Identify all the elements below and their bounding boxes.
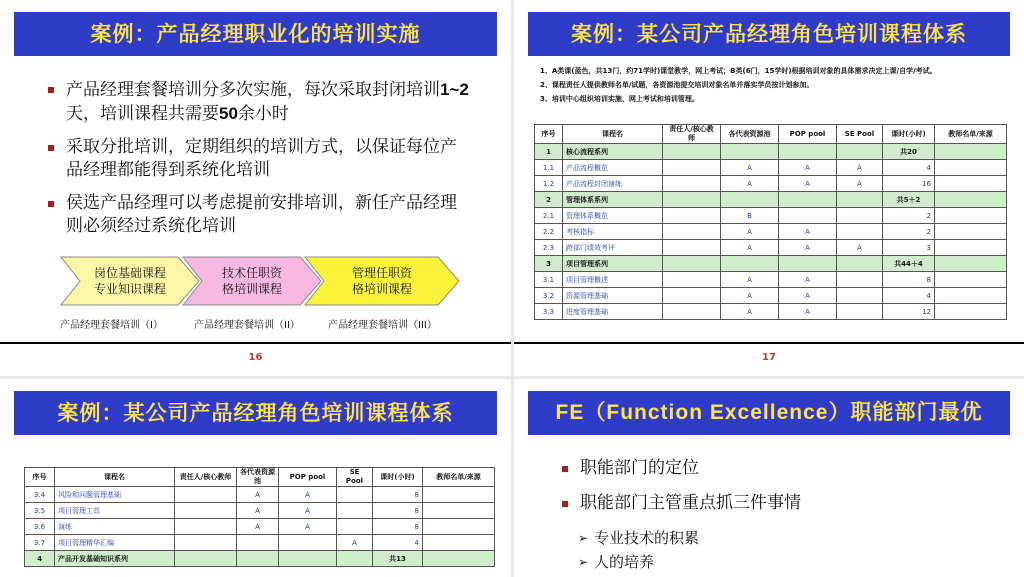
table-cell-owner [663,192,721,208]
table-cell-no: 3.3 [535,304,563,320]
table-cell-pop: A [279,519,337,535]
bullet-1 [50,78,470,126]
table-cell-no: 3.6 [25,519,55,535]
table-cell-se [337,503,373,519]
table-cell-hours: 共44＋4 [883,256,935,272]
table-cell-owner [175,487,237,503]
course-table-18 [24,467,495,567]
fe-subitem-2: ➢ 人的培养 [564,551,984,573]
chevron-2-line2: 格培训课程 [221,282,282,296]
chevron-1-label [60,265,200,297]
table-cell-no: 3.2 [535,288,563,304]
table-cell-src [935,240,1007,256]
table-cell-name: 项目管理工具 [55,503,175,519]
chevron-1-line1: 岗位基础课程 [93,266,166,280]
table-cell-src [935,288,1007,304]
table-cell-owner [663,208,721,224]
table-cell-owner [175,551,237,567]
table-cell-src [935,304,1007,320]
table-cell-owner [663,256,721,272]
table-cell-name: 进度管理基础 [563,304,663,320]
table-cell-name: 管理体系系列 [563,192,663,208]
table-cell-name: 项目管理系列 [563,256,663,272]
note-1: 1、A类课(蓝色，共13门，约71学时)课堂教学，网上考试；B类(6门，15学时)根据培训对象的具体需求决定上课/自学/考试。 [540,67,937,75]
table-cell-hours: 12 [883,304,935,320]
col-header-7: 教师名单/来源 [423,468,495,487]
table-cell-se [837,304,883,320]
table-cell-no: 1.1 [535,160,563,176]
table-cell-pop [779,256,837,272]
slide-16-divider [0,342,511,344]
table-cell-se [337,519,373,535]
table-cell-se: A [837,176,883,192]
table-cell-pop: A [279,487,337,503]
table-cell-no: 3.1 [535,272,563,288]
table-cell-pop: A [279,503,337,519]
table-cell-hours: 4 [883,288,935,304]
bullet-1-text-c: 余小时 [237,104,289,124]
table-cell-pop [779,144,837,160]
table-cell-src [935,272,1007,288]
table-cell-pop: A [779,160,837,176]
course-table-17 [534,124,1007,320]
slide-17-notes [540,66,1010,108]
table-cell-res: A [721,240,779,256]
slide-16-title: 案例：产品经理职业化的培训实施 [14,12,497,56]
table-cell-no: 2.3 [535,240,563,256]
table-cell-res [237,535,279,551]
table-cell-src [423,487,495,503]
table-cell-hours: 8 [373,487,423,503]
slide-17-title: 案例：某公司产品经理角色培训课程体系 [528,12,1010,56]
table-cell-res: A [721,304,779,320]
table-cell-name: 项目管理概述 [563,272,663,288]
slide-19[interactable] [514,379,1024,577]
table-cell-no: 3.5 [25,503,55,519]
table-cell-owner [663,240,721,256]
table-cell-no: 3.4 [25,487,55,503]
col-header-1: 课程名 [55,468,175,487]
page-number-16: 16 [248,352,263,363]
table-cell-hours: 共13 [373,551,423,567]
slide-16[interactable] [0,0,511,376]
table-cell-src [935,160,1007,176]
col-header-4: POP pool [279,468,337,487]
table-cell-pop [779,192,837,208]
table-cell-no: 3.7 [25,535,55,551]
table-cell-src [935,192,1007,208]
table-cell-no: 2.2 [535,224,563,240]
table-cell-no: 2 [535,192,563,208]
table-cell-pop: A [779,240,837,256]
table-cell-res [721,144,779,160]
table-cell-res: A [721,160,779,176]
table-cell-owner [663,160,721,176]
table-cell-se: A [337,535,373,551]
chevron-3-line2: 格培训课程 [351,282,412,296]
table-row [535,256,1007,272]
table-cell-hours: 2 [883,224,935,240]
slide-18-title: 案例：某公司产品经理角色培训课程体系 [14,391,497,435]
table-cell-src [423,519,495,535]
table-cell-hours: 16 [883,176,935,192]
table-row [535,144,1007,160]
chevron-3-line1: 管理任职资 [351,266,412,280]
course-table-17-body [535,144,1007,320]
col-header-4: POP pool [779,125,837,144]
table-row [535,288,1007,304]
table-cell-se [837,256,883,272]
table-cell-name: 管理体系概览 [563,208,663,224]
table-cell-owner [663,144,721,160]
table-row [535,240,1007,256]
slide-17-divider [514,342,1024,344]
course-table-18-body [25,487,495,567]
table-cell-owner [663,176,721,192]
table-cell-name: 产品开发基础知识系列 [55,551,175,567]
col-header-1: 课程名 [563,125,663,144]
table-cell-pop: A [779,224,837,240]
table-cell-se [837,192,883,208]
table-cell-hours: 3 [883,240,935,256]
chevron-1-line2: 专业知识课程 [93,282,166,296]
package-label-1: 产品经理套餐培训（I） [60,320,163,331]
bullet-1-text-a: 产品经理套餐培训分多次实施，每次采取封闭培训 [66,80,440,100]
table-cell-res: B [721,208,779,224]
table-cell-hours: 8 [883,272,935,288]
table-cell-name: 核心流程系列 [563,144,663,160]
table-cell-res [237,551,279,567]
chevron-2 [182,256,322,306]
table-cell-no: 3 [535,256,563,272]
table-cell-hours: 4 [373,535,423,551]
table-cell-hours: 2 [883,208,935,224]
table-cell-se [837,208,883,224]
table-cell-se: A [837,160,883,176]
col-header-6: 课时(小时) [373,468,423,487]
fe-subitem-1: ➢ 专业技术的积累 [564,527,984,549]
table-cell-src [423,503,495,519]
table-cell-owner [175,535,237,551]
table-cell-hours: 4 [883,160,935,176]
table-cell-no: 1.2 [535,176,563,192]
col-header-2: 责任人/核心教师 [175,468,237,487]
col-header-3: 各代表资源池 [721,125,779,144]
col-header-0: 序号 [25,468,55,487]
table-cell-se [337,551,373,567]
fe-list [564,457,984,575]
table-cell-res: A [237,519,279,535]
chevron-2-label [182,265,322,297]
table-cell-se [837,224,883,240]
table-row [535,160,1007,176]
table-cell-pop: A [779,272,837,288]
table-row [25,535,495,551]
col-header-5: SE Pool [337,468,373,487]
table-cell-pop [279,535,337,551]
table-row [535,208,1007,224]
chevron-3-label [304,265,460,297]
table-cell-no: 1 [535,144,563,160]
table-cell-pop: A [779,176,837,192]
table-row [25,487,495,503]
bullet-1-text-b: 天，培训课程共需要 [66,104,219,124]
table-cell-se [837,288,883,304]
table-row [535,304,1007,320]
table-cell-src [423,535,495,551]
table-cell-name: 演练 [55,519,175,535]
slide-19-title: FE（Function Excellence）职能部门最优 [528,391,1010,435]
table-row [25,519,495,535]
table-cell-owner [663,288,721,304]
table-cell-name: 产品流程概览 [563,160,663,176]
table-cell-hours: 8 [373,519,423,535]
table-row [25,551,495,567]
table-cell-hours: 共5＋2 [883,192,935,208]
col-header-2: 责任人/核心教师 [663,125,721,144]
table-cell-name: 跨部门绩效考评 [563,240,663,256]
table-cell-name: 风险和问题管理基础 [55,487,175,503]
table-cell-no: 2.1 [535,208,563,224]
package-label-2: 产品经理套餐培训（II） [194,320,300,331]
table-cell-name: 资源管理基础 [563,288,663,304]
table-cell-pop [279,551,337,567]
slide-16-bullets [50,78,470,248]
table-cell-owner [663,304,721,320]
table-cell-res [721,192,779,208]
table-cell-owner [175,519,237,535]
fe-item-1: 职能部门的定位 [564,457,984,480]
chevron-process [60,256,470,306]
table-cell-name: 项目管理精华汇编 [55,535,175,551]
table-row [535,176,1007,192]
col-header-3: 各代表资源池 [237,468,279,487]
table-cell-pop: A [779,304,837,320]
table-cell-res: A [721,224,779,240]
table-cell-hours: 共20 [883,144,935,160]
table-cell-name: 产品流程封闭演练 [563,176,663,192]
table-row [25,503,495,519]
course-table-18-header [25,468,495,487]
table-cell-res: A [237,487,279,503]
table-cell-name: 考核指标 [563,224,663,240]
table-cell-owner [663,224,721,240]
note-2: 2、课程责任人提供教师名单/试题，各资源池提交培训对象名单并落实学员按计划参加。 [540,81,814,89]
table-row [535,224,1007,240]
bullet-1-days: 1~2 [440,80,469,99]
table-cell-no: 4 [25,551,55,567]
table-cell-pop: A [779,288,837,304]
table-row [535,272,1007,288]
course-table-17-header [535,125,1007,144]
table-row [535,192,1007,208]
table-cell-res: A [237,503,279,519]
bullet-3: 侯选产品经理可以考虑提前安排培训，新任产品经理则必须经过系统化培训 [50,192,470,238]
table-cell-src [935,208,1007,224]
table-cell-res: A [721,176,779,192]
table-cell-pop [779,208,837,224]
table-cell-src [423,551,495,567]
fe-item-2: 职能部门主管重点抓三件事情 [564,492,984,515]
col-header-7: 教师名单/来源 [935,125,1007,144]
note-3: 3、培训中心组织培训实施、网上考试和培训管理。 [540,95,699,103]
page-number-17: 17 [762,352,776,363]
chevron-1 [60,256,200,306]
table-cell-src [935,176,1007,192]
table-cell-owner [175,503,237,519]
table-cell-owner [663,272,721,288]
table-cell-src [935,224,1007,240]
chevron-3 [304,256,460,306]
table-cell-src [935,256,1007,272]
col-header-6: 课时(小时) [883,125,935,144]
package-label-3: 产品经理套餐培训（III） [328,320,437,331]
table-cell-se [837,144,883,160]
table-cell-res: A [721,288,779,304]
col-header-5: SE Pool [837,125,883,144]
table-cell-se: A [837,240,883,256]
table-cell-res: A [721,272,779,288]
table-cell-se [337,487,373,503]
chevron-2-line1: 技术任职资 [221,266,282,280]
table-cell-src [935,144,1007,160]
col-header-0: 序号 [535,125,563,144]
table-cell-res [721,256,779,272]
table-cell-hours: 8 [373,503,423,519]
bullet-1-hours: 50 [219,104,238,123]
table-cell-se [837,272,883,288]
bullet-2: 采取分批培训，定期组织的培训方式，以保证每位产品经理都能得到系统化培训 [50,136,470,182]
